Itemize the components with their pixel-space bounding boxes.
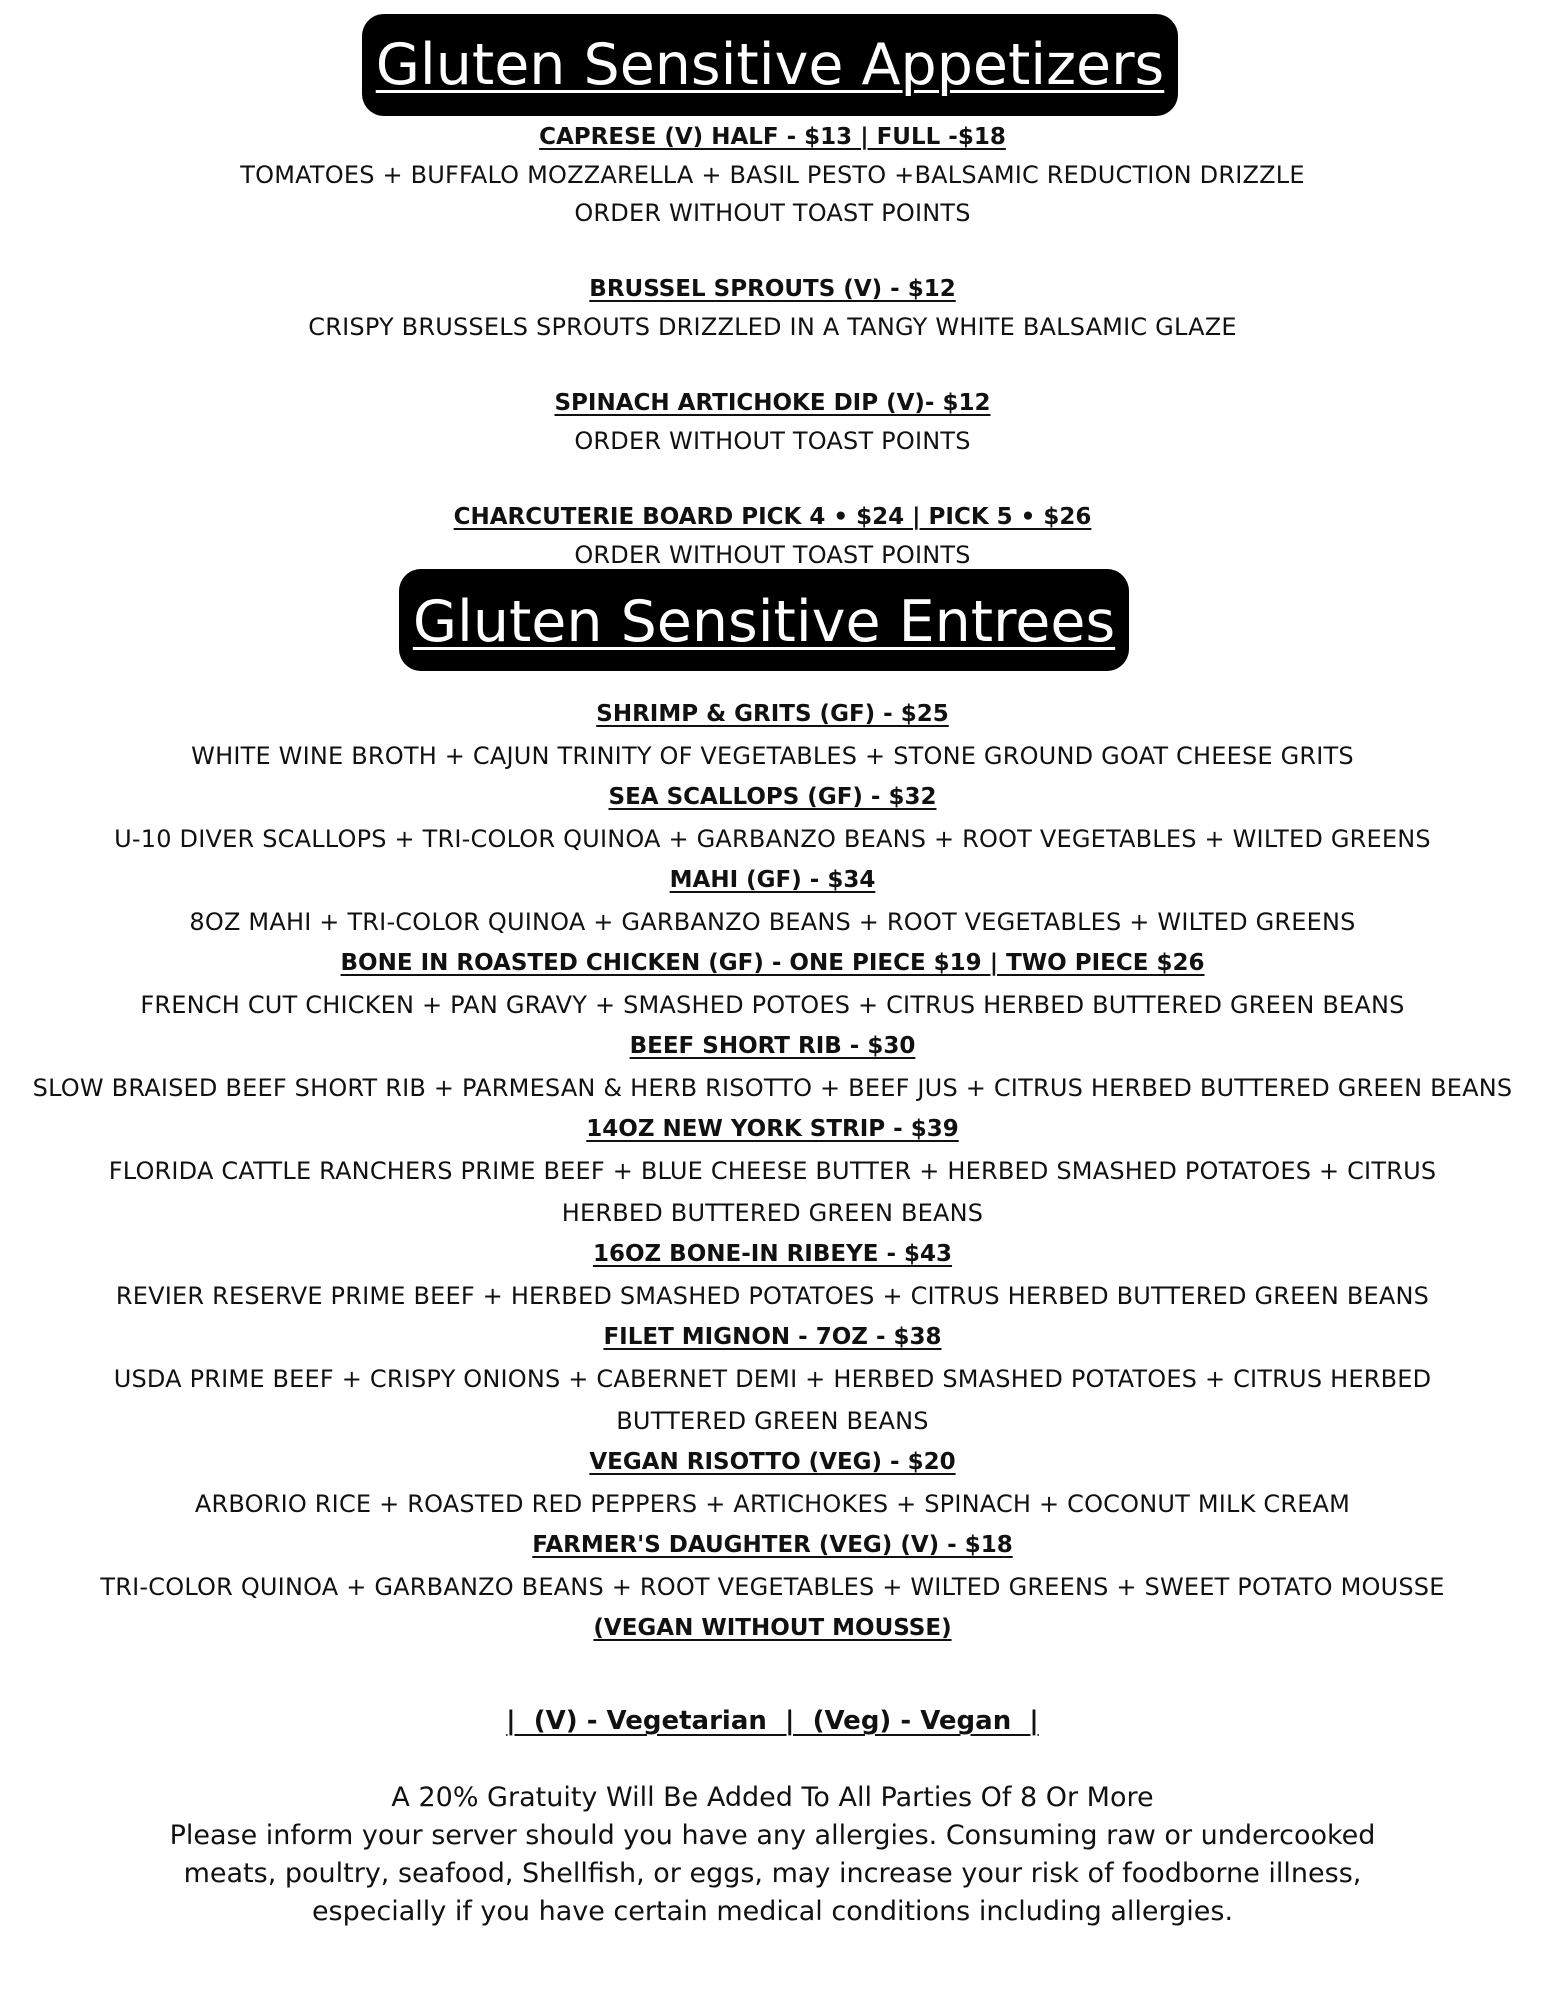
- item-description: ARBORIO RICE + ROASTED RED PEPPERS + ARTICHOKES + SPINACH + COCONUT MILK CREAM: [194, 1490, 1351, 1518]
- list-item: [0, 777, 1545, 860]
- item-title: SHRIMP & GRITS (GF) - $25: [596, 701, 949, 727]
- entrees-heading: Gluten Sensitive Entrees: [399, 569, 1129, 671]
- item-description: U-10 DIVER SCALLOPS + TRI-COLOR QUINOA + GARBANZO BEANS + ROOT VEGETABLES + WILTED GREENS: [114, 825, 1431, 853]
- item-note: (VEGAN WITHOUT MOUSSE): [593, 1615, 952, 1641]
- item-description: REVIER RESERVE PRIME BEEF + HERBED SMASHED POTATOES + CITRUS HERBED BUTTERED GREEN BEANS: [115, 1282, 1430, 1310]
- item-note: ORDER WITHOUT TOAST POINTS: [574, 199, 971, 227]
- item-title: VEGAN RISOTTO (VEG) - $20: [589, 1449, 956, 1475]
- list-item: [0, 118, 1545, 232]
- list-item: [0, 270, 1545, 346]
- item-title: CHARCUTERIE BOARD PICK 4 • $24 | PICK 5 • $26: [453, 504, 1092, 530]
- list-item: [0, 1525, 1545, 1649]
- list-item: [0, 498, 1545, 574]
- appetizers-heading: Gluten Sensitive Appetizers: [362, 14, 1178, 116]
- item-description: FLORIDA CATTLE RANCHERS PRIME BEEF + BLUE CHEESE BUTTER + HERBED SMASHED POTATOES + CITRUS HERBED BUTTERED GREEN BEANS: [108, 1157, 1437, 1227]
- item-title: SEA SCALLOPS (GF) - $32: [608, 784, 937, 810]
- item-title: CAPRESE (V) HALF - $13 | FULL -$18: [539, 124, 1006, 150]
- item-note: ORDER WITHOUT TOAST POINTS: [574, 427, 971, 455]
- appetizers-list: [0, 118, 1545, 574]
- item-note: ORDER WITHOUT TOAST POINTS: [574, 541, 971, 569]
- footer-notice: [120, 1779, 1425, 1931]
- item-description: WHITE WINE BROTH + CAJUN TRINITY OF VEGETABLES + STONE GROUND GOAT CHEESE GRITS: [191, 742, 1354, 770]
- item-title: 16OZ BONE-IN RIBEYE - $43: [592, 1241, 953, 1267]
- list-item: [0, 860, 1545, 943]
- list-item: [0, 943, 1545, 1026]
- item-title: 14OZ NEW YORK STRIP - $39: [586, 1116, 959, 1142]
- diet-legend: | (V) - Vegetarian | (Veg) - Vegan |: [506, 1706, 1039, 1736]
- list-item: [0, 1109, 1545, 1234]
- entrees-list: [0, 694, 1545, 1649]
- item-title: BRUSSEL SPROUTS (V) - $12: [589, 276, 956, 302]
- item-title: MAHI (GF) - $34: [669, 867, 876, 893]
- allergy-notice: Please inform your server should you have any allergies. Consuming raw or undercooked meats, poultry, seafood, Shellfish, or eggs, may increase your risk of foodborne illness, especially if you have certain medical conditions including allergies.: [169, 1820, 1376, 1927]
- item-description: FRENCH CUT CHICKEN + PAN GRAVY + SMASHED POTOES + CITRUS HERBED BUTTERED GREEN BEANS: [140, 991, 1405, 1019]
- item-description: SLOW BRAISED BEEF SHORT RIB + PARMESAN & HERB RISOTTO + BEEF JUS + CITRUS HERBED BUTTERED GREEN BEANS: [32, 1074, 1513, 1102]
- list-item: [0, 384, 1545, 460]
- item-description: CRISPY BRUSSELS SPROUTS DRIZZLED IN A TANGY WHITE BALSAMIC GLAZE: [308, 313, 1237, 341]
- list-item: [0, 694, 1545, 777]
- list-item: [0, 1026, 1545, 1109]
- item-title: BEEF SHORT RIB - $30: [629, 1033, 916, 1059]
- item-title: BONE IN ROASTED CHICKEN (GF) - ONE PIECE $19 | TWO PIECE $26: [340, 950, 1205, 976]
- item-description: TOMATOES + BUFFALO MOZZARELLA + BASIL PESTO +BALSAMIC REDUCTION DRIZZLE: [240, 161, 1305, 189]
- item-title: FILET MIGNON - 7OZ - $38: [603, 1324, 942, 1350]
- list-item: [0, 1234, 1545, 1317]
- gratuity-notice: A 20% Gratuity Will Be Added To All Parties Of 8 Or More: [391, 1782, 1154, 1813]
- list-item: [0, 1317, 1545, 1442]
- item-description: TRI-COLOR QUINOA + GARBANZO BEANS + ROOT VEGETABLES + WILTED GREENS + SWEET POTATO MOUSSE: [100, 1573, 1445, 1601]
- item-title: FARMER'S DAUGHTER (VEG) (V) - $18: [532, 1532, 1013, 1558]
- item-description: 8OZ MAHI + TRI-COLOR QUINOA + GARBANZO BEANS + ROOT VEGETABLES + WILTED GREENS: [189, 908, 1356, 936]
- item-description: USDA PRIME BEEF + CRISPY ONIONS + CABERNET DEMI + HERBED SMASHED POTATOES + CITRUS HERBED BUTTERED GREEN BEANS: [113, 1365, 1432, 1435]
- list-item: [0, 1442, 1545, 1525]
- item-title: SPINACH ARTICHOKE DIP (V)- $12: [554, 390, 991, 416]
